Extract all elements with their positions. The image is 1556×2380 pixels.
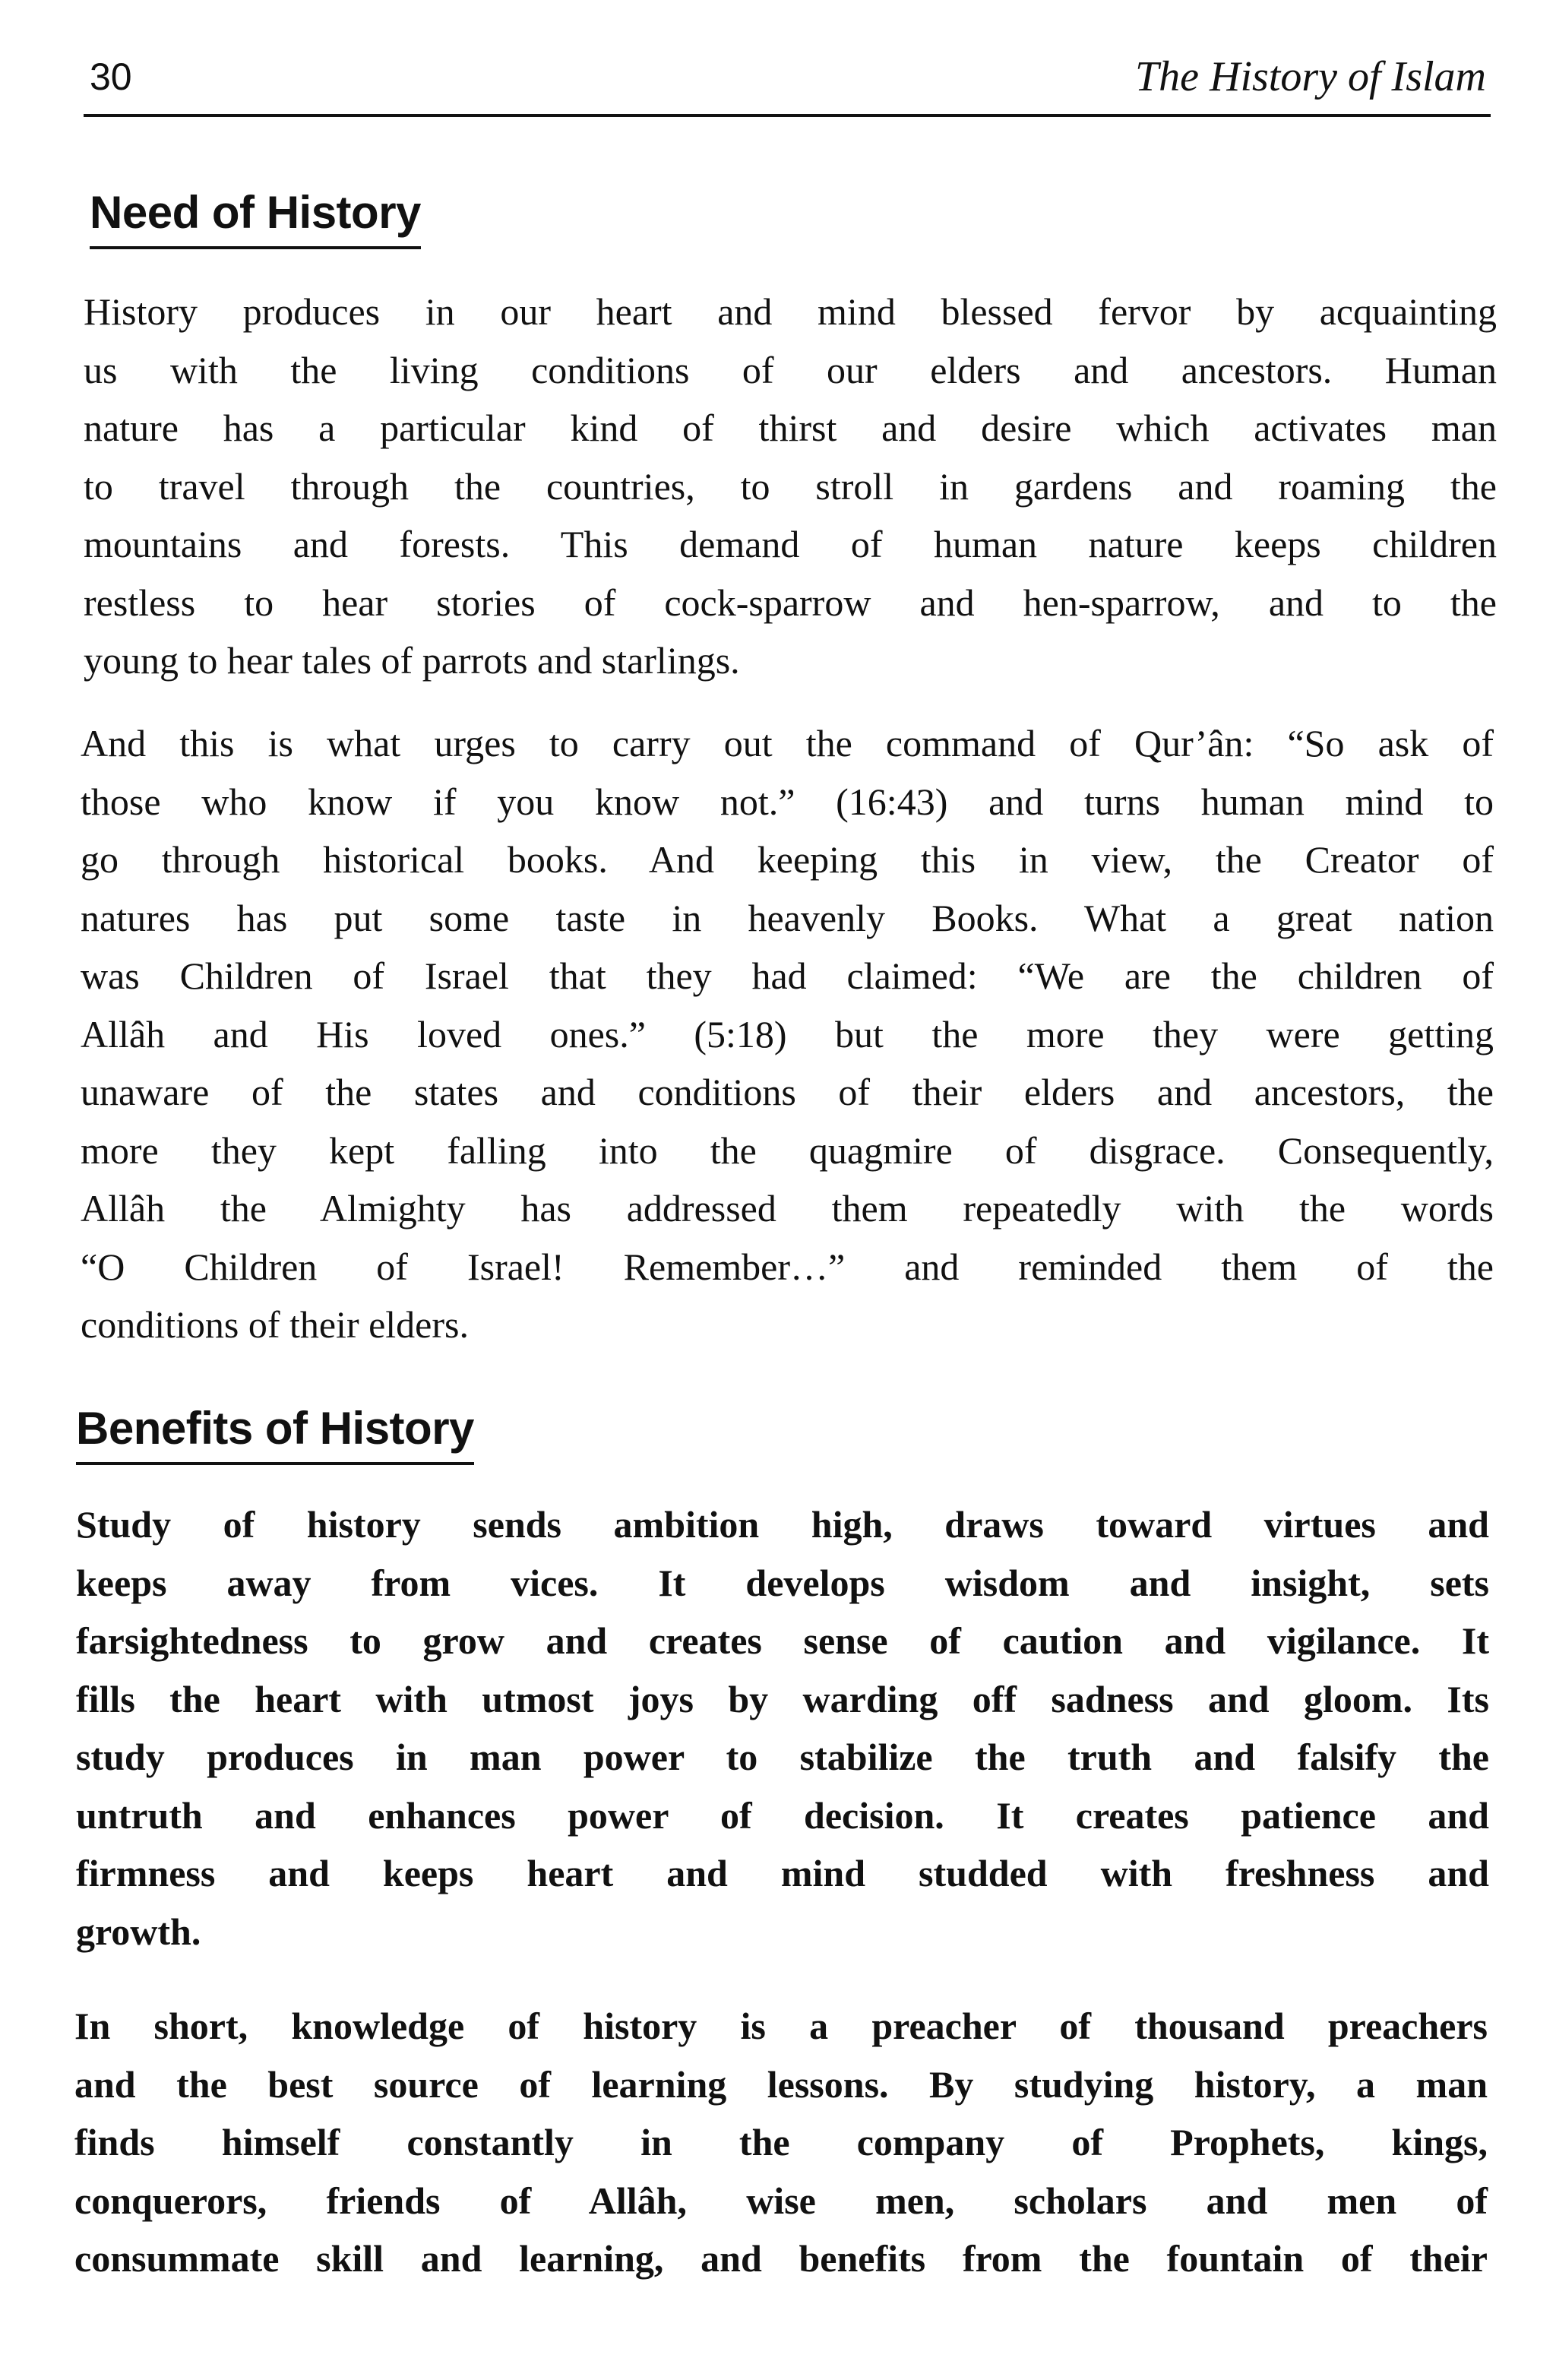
text-line: In short, knowledge of history is a preacher of thousand preachers	[74, 2005, 1488, 2047]
text-line: natures has put some taste in heavenly Books. What a great nation	[81, 896, 1494, 939]
text-line: Allâh the Almighty has addressed them repeatedly with the words	[81, 1187, 1494, 1230]
text-line: fills the heart with utmost joys by warding off sadness and gloom. Its	[76, 1677, 1489, 1720]
section-heading-need-of-history: Need of History	[90, 181, 421, 249]
page-number: 30	[90, 55, 132, 98]
text-line: And this is what urges to carry out the command of Qur’ân: “So ask of	[81, 722, 1494, 764]
text-line: firmness and keeps heart and mind studded with freshness and	[76, 1852, 1489, 1894]
text-line: us with the living conditions of our elders and ancestors. Human	[84, 348, 1497, 391]
text-line: keeps away from vices. It develops wisdom and insight, sets	[76, 1561, 1489, 1604]
text-line: and the best source of learning lessons. By studying history, a man	[74, 2062, 1488, 2106]
paragraph-benefits-2	[74, 1997, 1488, 2288]
text-line: young to hear tales of parrots and starlings.	[84, 639, 740, 682]
text-line: go through historical books. And keeping this in view, the Creator of	[81, 838, 1494, 881]
text-line: those who know if you know not.” (16:43) and turns human mind to	[81, 780, 1494, 823]
text-line: consummate skill and learning, and benefits from the fountain of their	[74, 2237, 1488, 2280]
text-line: study produces in man power to stabilize the truth and falsify the	[76, 1736, 1489, 1778]
text-line: conditions of their elders.	[81, 1303, 469, 1346]
text-line: Allâh and His loved ones.” (5:18) but the more they were getting	[81, 1012, 1494, 1055]
running-title: The History of Islam	[1135, 53, 1486, 100]
page-header	[84, 44, 1491, 117]
text-line: growth.	[76, 1910, 201, 1953]
text-line: conquerors, friends of Allâh, wise men, scholars and men of	[74, 2179, 1488, 2222]
text-line: more they kept falling into the quagmire of disgrace. Consequently,	[81, 1128, 1494, 1172]
text-line: to travel through the countries, to stroll in gardens and roaming the	[84, 464, 1497, 508]
text-line: finds himself constantly in the company of Prophets, kings,	[74, 2121, 1488, 2163]
text-line: nature has a particular kind of thirst and desire which activates man	[84, 407, 1497, 449]
text-line: “O Children of Israel! Remember…” and reminded them of the	[81, 1245, 1494, 1288]
text-line: was Children of Israel that they had claimed: “We are the children of	[81, 954, 1494, 997]
paragraph-need-1	[84, 283, 1497, 690]
paragraph-need-2	[81, 714, 1494, 1354]
text-line: farsightedness to grow and creates sense of caution and vigilance. It	[76, 1619, 1489, 1662]
section-heading-benefits-of-history: Benefits of History	[76, 1397, 474, 1465]
text-line: Study of history sends ambition high, draws toward virtues and	[76, 1503, 1489, 1546]
text-line: mountains and forests. This demand of human nature keeps children	[84, 523, 1497, 565]
text-line: restless to hear stories of cock-sparrow and hen-sparrow, and to the	[84, 581, 1497, 624]
paragraph-benefits-1	[76, 1495, 1489, 1961]
text-line: unaware of the states and conditions of their elders and ancestors, the	[81, 1071, 1494, 1113]
text-line: untruth and enhances power of decision. It creates patience and	[76, 1793, 1489, 1837]
text-line: History produces in our heart and mind blessed fervor by acquainting	[84, 290, 1497, 333]
